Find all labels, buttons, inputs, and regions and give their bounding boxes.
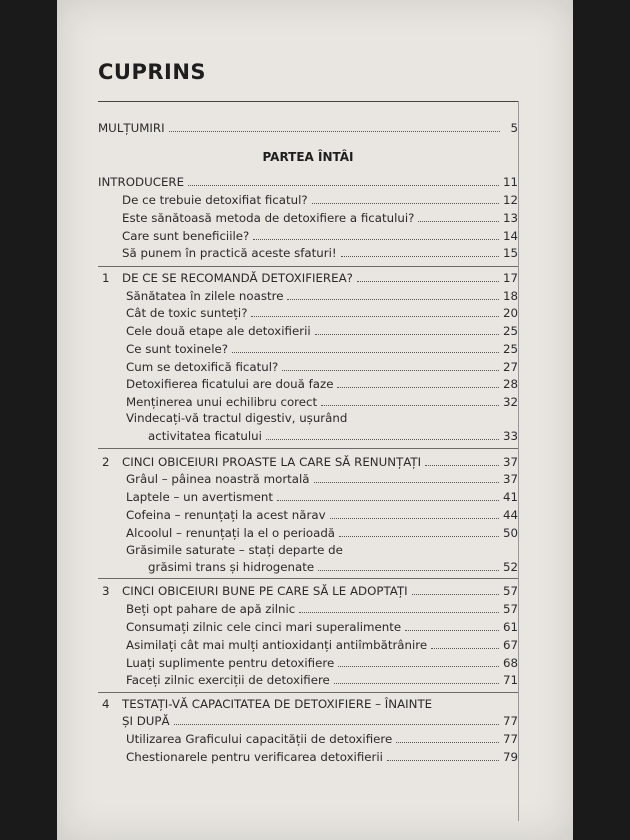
toc-chapter-2[interactable] — [122, 455, 518, 473]
toc-entry-label: Sănătatea în zilele noastre — [126, 289, 284, 303]
toc-entry-label: Detoxifierea ficatului are două faze — [126, 377, 334, 391]
toc-entry-page: 11 — [502, 175, 518, 189]
toc-entry-label: Ce sunt toxinele? — [126, 342, 228, 356]
toc-entry-label: INTRODUCERE — [98, 175, 185, 189]
toc-entry-page: 25 — [502, 342, 518, 356]
toc-entry-label: Cum se detoxifică ficatul? — [126, 360, 279, 374]
toc-subentry[interactable] — [126, 750, 518, 768]
toc-subentry[interactable] — [126, 602, 518, 620]
toc-entry-page: 44 — [502, 508, 518, 522]
toc-subentry[interactable] — [148, 560, 518, 578]
toc-entry-label: Grâul – pâinea noastră mortală — [126, 472, 310, 486]
toc-entry-label: grăsimi trans și hidrogenate — [148, 560, 315, 574]
section-divider — [98, 448, 518, 449]
toc-entry-page: 50 — [502, 526, 518, 540]
toc-entry-page: 28 — [502, 377, 518, 391]
dot-leader — [232, 352, 499, 353]
toc-entry-page: 77 — [502, 732, 518, 746]
section-divider — [98, 266, 518, 267]
toc-chapter-3[interactable] — [122, 584, 518, 602]
toc-entry-page: 18 — [502, 289, 518, 303]
dot-leader — [330, 518, 499, 519]
toc-entry-page: 32 — [502, 395, 518, 409]
toc-chapter-4-label-line1[interactable]: TESTAȚI-VĂ CAPACITATEA DE DETOXIFIERE – ÎNAINTE — [122, 697, 433, 711]
toc-entry-label: activitatea ficatului — [148, 429, 262, 443]
toc-subentry[interactable] — [126, 342, 518, 360]
part-heading: PARTEA ÎNTÂI — [262, 150, 354, 164]
toc-subentry[interactable] — [122, 246, 518, 264]
toc-subentry[interactable] — [126, 638, 518, 656]
toc-subentry[interactable] — [126, 324, 518, 342]
toc-subentry[interactable] — [148, 429, 518, 447]
toc-entry-label: Menținerea unui echilibru corect — [126, 395, 318, 409]
title-rule — [98, 101, 518, 102]
dot-leader — [169, 131, 500, 132]
toc-subentry[interactable] — [122, 193, 518, 211]
toc-entry-intro[interactable] — [98, 175, 518, 193]
dot-leader — [387, 760, 499, 761]
toc-entry-page: 5 — [510, 121, 518, 135]
toc-entry-label: Faceți zilnic exerciții de detoxifiere — [126, 673, 330, 687]
toc-subentry[interactable] — [126, 673, 518, 691]
dot-leader — [425, 465, 499, 466]
toc-subentry[interactable] — [126, 289, 518, 307]
toc-subentry[interactable] — [126, 360, 518, 378]
toc-entry-label: Consumați zilnic cele cinci mari superalimente — [126, 620, 402, 634]
dot-leader — [188, 185, 499, 186]
page-title: CUPRINS — [98, 60, 207, 84]
toc-subentry-label-line1[interactable]: Vindecați-vă tractul digestiv, ușurând — [126, 411, 348, 425]
dot-leader — [318, 570, 499, 571]
toc-entry-label: Luați suplimente pentru detoxifiere — [126, 656, 335, 670]
toc-entry-label: Cele două etape ale detoxifierii — [126, 324, 311, 338]
toc-entry-label: Utilizarea Graficului capacității de detoxifiere — [126, 732, 393, 746]
dot-leader — [412, 594, 499, 595]
dot-leader — [312, 203, 499, 204]
toc-subentry[interactable] — [126, 490, 518, 508]
toc-entry-label: DE CE SE RECOMANDĂ DETOXIFIEREA? — [122, 271, 353, 285]
toc-entry-page: 61 — [502, 620, 518, 634]
toc-subentry[interactable] — [126, 306, 518, 324]
column-rule — [518, 101, 519, 821]
dot-leader — [315, 334, 499, 335]
toc-entry-page: 25 — [502, 324, 518, 338]
toc-entry-label: De ce trebuie detoxifiat ficatul? — [122, 193, 308, 207]
toc-entry-label: Beți opt pahare de apă zilnic — [126, 602, 296, 616]
dot-leader — [341, 256, 499, 257]
toc-entry-page: 79 — [502, 750, 518, 764]
dot-leader — [321, 405, 499, 406]
toc-entry-page: 37 — [502, 472, 518, 486]
section-divider — [98, 692, 518, 693]
dot-leader — [418, 221, 499, 222]
toc-subentry-label-line1[interactable]: Grăsimile saturate – stați departe de — [126, 543, 343, 557]
toc-entry-label: Cofeina – renunțați la acest nărav — [126, 508, 326, 522]
toc-entry-label: CINCI OBICEIURI BUNE PE CARE SĂ LE ADOPTAȚI — [122, 584, 408, 598]
toc-entry-page: 20 — [502, 306, 518, 320]
toc-chapter-1[interactable] — [122, 271, 518, 289]
toc-entry-page: 15 — [502, 246, 518, 260]
toc-entry-label: Asimilați cât mai mulți antioxidanți antiîmbătrânire — [126, 638, 428, 652]
dot-leader — [253, 239, 499, 240]
dot-leader — [174, 724, 499, 725]
toc-entry-label: ȘI DUPĂ — [122, 714, 170, 728]
dot-leader — [266, 439, 499, 440]
dot-leader — [287, 299, 499, 300]
toc-entry-page: 37 — [502, 455, 518, 469]
dot-leader — [339, 536, 499, 537]
toc-entry-page: 14 — [502, 229, 518, 243]
chapter-number: 4 — [102, 697, 110, 711]
dot-leader — [405, 630, 499, 631]
toc-entry-page: 52 — [502, 560, 518, 574]
toc-subentry[interactable] — [126, 526, 518, 544]
toc-entry-label: Este sănătoasă metoda de detoxifiere a ficatului? — [122, 211, 415, 225]
dot-leader — [396, 742, 499, 743]
toc-subentry[interactable] — [126, 377, 518, 395]
toc-entry-page: 57 — [502, 584, 518, 598]
toc-entry-page: 12 — [502, 193, 518, 207]
toc-entry-label: Laptele – un avertisment — [126, 490, 274, 504]
toc-entry-page: 68 — [502, 656, 518, 670]
toc-entry-page: 41 — [502, 490, 518, 504]
toc-entry-label: Să punem în practică aceste sfaturi! — [122, 246, 337, 260]
toc-entry-page: 71 — [502, 673, 518, 687]
toc-entry-label: Care sunt beneficiile? — [122, 229, 250, 243]
section-divider — [98, 578, 518, 579]
dot-leader — [251, 316, 499, 317]
dot-leader — [314, 482, 499, 483]
toc-subentry[interactable] — [126, 732, 518, 750]
chapter-number: 3 — [102, 584, 110, 598]
toc-entry-label: Chestionarele pentru verificarea detoxifierii — [126, 750, 383, 764]
toc-entry-label: Alcoolul – renunțați la el o perioadă — [126, 526, 336, 540]
toc-subentry[interactable] — [126, 472, 518, 490]
toc-subentry[interactable] — [122, 229, 518, 247]
toc-entry-label: Cât de toxic sunteți? — [126, 306, 248, 320]
toc-entry-multumiri[interactable] — [98, 121, 518, 139]
dot-leader — [431, 648, 499, 649]
dot-leader — [334, 683, 499, 684]
toc-entry-page: 27 — [502, 360, 518, 374]
toc-entry-page: 57 — [502, 602, 518, 616]
toc-entry-page: 33 — [502, 429, 518, 443]
chapter-number: 2 — [102, 455, 110, 469]
dot-leader — [337, 387, 499, 388]
toc-entry-page: 67 — [502, 638, 518, 652]
chapter-number: 1 — [102, 271, 110, 285]
toc-entry-label: CINCI OBICEIURI PROASTE LA CARE SĂ RENUNȚAȚI — [122, 455, 422, 469]
dot-leader — [277, 500, 499, 501]
dot-leader — [299, 612, 499, 613]
toc-subentry[interactable] — [126, 620, 518, 638]
toc-entry-page: 17 — [502, 271, 518, 285]
toc-chapter-4[interactable] — [122, 714, 518, 732]
toc-entry-page: 77 — [502, 714, 518, 728]
toc-subentry[interactable] — [122, 211, 518, 229]
dot-leader — [282, 370, 499, 371]
toc-entry-page: 13 — [502, 211, 518, 225]
toc-subentry[interactable] — [126, 656, 518, 674]
toc-subentry[interactable] — [126, 508, 518, 526]
dot-leader — [338, 666, 499, 667]
dot-leader — [357, 281, 499, 282]
toc-entry-label: MULȚUMIRI — [98, 121, 165, 135]
